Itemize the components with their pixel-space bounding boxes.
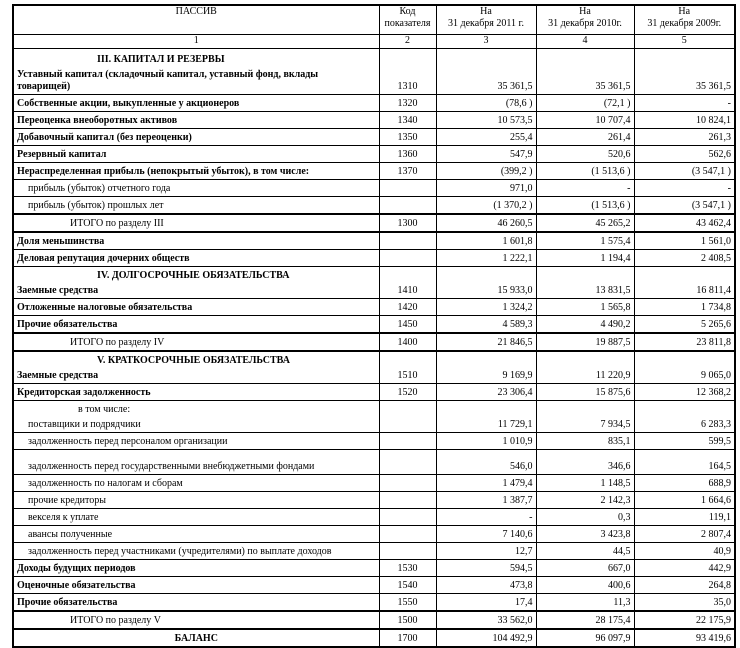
column-number: 5 [634, 35, 735, 49]
value-2009: 40,9 [634, 543, 735, 560]
row-label [13, 594, 379, 612]
table-row [13, 49, 735, 95]
value-2009: 1 561,0 [634, 232, 735, 250]
value-2009: (3 547,1 ) [634, 163, 735, 180]
value-2011: 1 387,7 [436, 492, 536, 509]
row-label [13, 197, 379, 215]
value-2009: 164,5 [634, 450, 735, 475]
section-title: III. КАПИТАЛ И РЕЗЕРВЫ [97, 54, 225, 65]
row-label [13, 250, 379, 267]
value-2010: 1 565,8 [536, 299, 634, 316]
value-2011: 10 573,5 [436, 112, 536, 129]
value-2011: (1 370,2 ) [436, 197, 536, 215]
value-2011: 33 562,0 [436, 611, 536, 629]
row-label [13, 299, 379, 316]
table-row [13, 267, 735, 299]
value-2009: - [634, 95, 735, 112]
row-label-text: Переоценка внеоборотных активов [17, 115, 178, 126]
table-row [13, 475, 735, 492]
row-label [13, 232, 379, 250]
header-code-line1: Код [399, 6, 416, 17]
row-code: 1410 [379, 267, 436, 299]
value-2011: 546,0 [436, 450, 536, 475]
row-label [13, 433, 379, 450]
row-code [379, 232, 436, 250]
row-label-text: векселя к уплате [28, 512, 99, 523]
value-2011: 1 324,2 [436, 299, 536, 316]
row-code [379, 250, 436, 267]
value-2011: (78,6 ) [436, 95, 536, 112]
row-label [13, 509, 379, 526]
table-row [13, 333, 735, 351]
row-label-text: поставщики и подрядчики [28, 419, 141, 430]
row-code [379, 401, 436, 433]
value-2010: 835,1 [536, 433, 634, 450]
row-code: 1420 [379, 299, 436, 316]
value-2010: 28 175,4 [536, 611, 634, 629]
value-2009: 599,5 [634, 433, 735, 450]
value-2010: 261,4 [536, 129, 634, 146]
row-label-text: Прочие обязательства [17, 597, 118, 608]
header-2010-line2: 31 декабря 2010г. [548, 18, 622, 29]
column-number-row [13, 35, 735, 49]
value-2009: 6 283,3 [634, 401, 735, 433]
value-2009: - [634, 180, 735, 197]
row-label-text: задолженность перед государственными внебюджетными фондами [28, 461, 315, 472]
value-2009: 35,0 [634, 594, 735, 612]
row-label [13, 129, 379, 146]
header-2011-line2: 31 декабря 2011 г. [448, 18, 524, 29]
row-code [379, 475, 436, 492]
column-number: 1 [13, 35, 379, 49]
row-label-text-cont: товарищей) [17, 81, 71, 92]
row-label [13, 492, 379, 509]
subgroup-caption: в том числе: [78, 404, 131, 415]
value-2011: (399,2 ) [436, 163, 536, 180]
row-code [379, 526, 436, 543]
value-2009: 1 664,6 [634, 492, 735, 509]
value-2009: 5 265,6 [634, 316, 735, 334]
row-label [13, 214, 379, 232]
value-2010: 1 194,4 [536, 250, 634, 267]
row-code [379, 509, 436, 526]
value-2010: 11 220,9 [536, 351, 634, 384]
table-row [13, 316, 735, 334]
row-label-text: задолженность перед участниками (учредителями) по выплате доходов [28, 546, 332, 557]
value-2010: 346,6 [536, 450, 634, 475]
table-row [13, 543, 735, 560]
table-row [13, 611, 735, 629]
row-code: 1700 [379, 629, 436, 647]
row-code: 1360 [379, 146, 436, 163]
row-label-text: Заемные средства [17, 370, 99, 381]
value-2009: 22 175,9 [634, 611, 735, 629]
row-label [13, 146, 379, 163]
value-2010: 19 887,5 [536, 333, 634, 351]
table-row [13, 594, 735, 612]
row-label-text: Оценочные обязательства [17, 580, 136, 591]
row-code [379, 492, 436, 509]
value-2011: 35 361,5 [436, 49, 536, 95]
value-2009: 9 065,0 [634, 351, 735, 384]
row-code: 1370 [379, 163, 436, 180]
value-2011: 547,9 [436, 146, 536, 163]
row-label [13, 180, 379, 197]
table-row [13, 197, 735, 215]
value-2011: 21 846,5 [436, 333, 536, 351]
value-2009: 688,9 [634, 475, 735, 492]
row-label-text: Доля меньшинства [17, 236, 105, 247]
value-2009: 23 811,8 [634, 333, 735, 351]
header-2010-line1: На [579, 6, 591, 17]
row-label-text: ИТОГО по разделу III [70, 218, 164, 229]
header-2009-line2: 31 декабря 2009г. [647, 18, 722, 29]
row-label-text: ИТОГО по разделу V [70, 615, 161, 626]
value-2009: (3 547,1 ) [634, 197, 735, 215]
table-row [13, 509, 735, 526]
section-title: V. КРАТКОСРОЧНЫЕ ОБЯЗАТЕЛЬСТВА [97, 355, 290, 366]
value-2009: 2 807,4 [634, 526, 735, 543]
value-2010: 400,6 [536, 577, 634, 594]
value-2009: 442,9 [634, 560, 735, 577]
table-row [13, 526, 735, 543]
value-2010: 10 707,4 [536, 112, 634, 129]
table-row [13, 146, 735, 163]
value-2010: 667,0 [536, 560, 634, 577]
value-2011: 1 010,9 [436, 433, 536, 450]
table-row [13, 560, 735, 577]
value-2009: 43 462,4 [634, 214, 735, 232]
table-row [13, 351, 735, 384]
row-code: 1310 [379, 49, 436, 95]
value-2009: 12 368,2 [634, 384, 735, 401]
value-2010: (1 513,6 ) [536, 163, 634, 180]
value-2009: 2 408,5 [634, 250, 735, 267]
row-label-text: Уставный капитал (складочный капитал, уставный фонд, вклады [17, 69, 319, 80]
value-2010: 7 934,5 [536, 401, 634, 433]
row-code [379, 543, 436, 560]
value-2011: 15 933,0 [436, 267, 536, 299]
value-2011: 11 729,1 [436, 401, 536, 433]
value-2011: 255,4 [436, 129, 536, 146]
table-row [13, 214, 735, 232]
row-label [13, 526, 379, 543]
value-2010: 3 423,8 [536, 526, 634, 543]
value-2011: 17,4 [436, 594, 536, 612]
value-2009: 119,1 [634, 509, 735, 526]
row-label-text: Деловая репутация дочерних обществ [17, 253, 190, 264]
row-label [13, 351, 379, 384]
row-label [13, 577, 379, 594]
row-label [13, 267, 379, 299]
value-2011: 4 589,3 [436, 316, 536, 334]
row-label-text: Кредиторская задолженность [17, 387, 151, 398]
value-2011: 1 479,4 [436, 475, 536, 492]
value-2011: 1 222,1 [436, 250, 536, 267]
row-code [379, 433, 436, 450]
row-label [13, 543, 379, 560]
header-2010 [536, 5, 634, 35]
value-2010: 96 097,9 [536, 629, 634, 647]
value-2010: - [536, 180, 634, 197]
row-code: 1300 [379, 214, 436, 232]
row-code: 1540 [379, 577, 436, 594]
value-2010: 35 361,5 [536, 49, 634, 95]
row-label-text: Резервный капитал [17, 149, 107, 160]
row-label [13, 629, 379, 647]
table-row [13, 180, 735, 197]
row-label-text: Нераспределенная прибыль (непокрытый убыток), в том числе: [17, 166, 310, 177]
value-2010: 11,3 [536, 594, 634, 612]
value-2011: 12,7 [436, 543, 536, 560]
table-row [13, 232, 735, 250]
header-liabilities: ПАССИВ [13, 5, 379, 35]
value-2011: 46 260,5 [436, 214, 536, 232]
table-row [13, 384, 735, 401]
row-label-text: Собственные акции, выкупленные у акционеров [17, 98, 240, 109]
table-row [13, 433, 735, 450]
value-2010: (72,1 ) [536, 95, 634, 112]
row-code: 1530 [379, 560, 436, 577]
value-2009: 16 811,4 [634, 267, 735, 299]
value-2011: 23 306,4 [436, 384, 536, 401]
value-2010: 15 875,6 [536, 384, 634, 401]
row-label-text: БАЛАНС [174, 633, 218, 644]
row-label [13, 401, 379, 433]
column-number: 2 [379, 35, 436, 49]
value-2009: 562,6 [634, 146, 735, 163]
row-code: 1450 [379, 316, 436, 334]
value-2011: 7 140,6 [436, 526, 536, 543]
value-2009: 264,8 [634, 577, 735, 594]
table-row [13, 492, 735, 509]
row-label-text: Отложенные налоговые обязательства [17, 302, 193, 313]
table-row [13, 629, 735, 647]
table-row [13, 401, 735, 433]
value-2011: 971,0 [436, 180, 536, 197]
row-label [13, 475, 379, 492]
header-2009 [634, 5, 735, 35]
table-row [13, 163, 735, 180]
value-2011: 9 169,9 [436, 351, 536, 384]
value-2011: 473,8 [436, 577, 536, 594]
header-row [13, 5, 735, 35]
row-label-text: ИТОГО по разделу IV [70, 337, 165, 348]
table-row [13, 250, 735, 267]
value-2010: 44,5 [536, 543, 634, 560]
header-code [379, 5, 436, 35]
table-row [13, 95, 735, 112]
row-label [13, 49, 379, 95]
value-2009: 10 824,1 [634, 112, 735, 129]
value-2010: 1 148,5 [536, 475, 634, 492]
value-2011: 594,5 [436, 560, 536, 577]
value-2010: (1 513,6 ) [536, 197, 634, 215]
row-label [13, 560, 379, 577]
table-row [13, 450, 735, 475]
table-row [13, 129, 735, 146]
row-label-text: Заемные средства [17, 285, 99, 296]
value-2009: 35 361,5 [634, 49, 735, 95]
row-code: 1340 [379, 112, 436, 129]
balance-sheet-liabilities-table [12, 4, 736, 648]
table-row [13, 577, 735, 594]
row-code: 1500 [379, 611, 436, 629]
row-code: 1550 [379, 594, 436, 612]
value-2011: 1 601,8 [436, 232, 536, 250]
row-code [379, 197, 436, 215]
row-code: 1350 [379, 129, 436, 146]
value-2010: 13 831,5 [536, 267, 634, 299]
row-code: 1320 [379, 95, 436, 112]
row-label-text: прибыль (убыток) отчетного года [28, 183, 171, 194]
column-number: 4 [536, 35, 634, 49]
value-2010: 2 142,3 [536, 492, 634, 509]
row-label-text: задолженность перед персоналом организации [28, 436, 228, 447]
row-label-text: авансы полученные [28, 529, 113, 540]
row-label [13, 611, 379, 629]
row-label-text: задолженность по налогам и сборам [28, 478, 183, 489]
header-2011-line1: На [480, 6, 492, 17]
value-2009: 1 734,8 [634, 299, 735, 316]
column-number: 3 [436, 35, 536, 49]
value-2009: 93 419,6 [634, 629, 735, 647]
value-2010: 1 575,4 [536, 232, 634, 250]
header-2009-line1: На [678, 6, 691, 17]
row-label [13, 450, 379, 475]
row-label-text: Добавочный капитал (без переоценки) [17, 132, 192, 143]
row-label-text: Прочие обязательства [17, 319, 118, 330]
row-code: 1510 [379, 351, 436, 384]
row-code [379, 450, 436, 475]
value-2010: 0,3 [536, 509, 634, 526]
row-label [13, 316, 379, 334]
row-label [13, 95, 379, 112]
row-label-text: прибыль (убыток) прошлых лет [28, 200, 164, 211]
value-2010: 520,6 [536, 146, 634, 163]
row-label-text: прочие кредиторы [28, 495, 106, 506]
table-row [13, 112, 735, 129]
value-2010: 4 490,2 [536, 316, 634, 334]
row-label-text: Доходы будущих периодов [17, 563, 136, 574]
row-label [13, 384, 379, 401]
row-label [13, 333, 379, 351]
value-2011: - [436, 509, 536, 526]
table-row [13, 299, 735, 316]
row-code [379, 180, 436, 197]
value-2011: 104 492,9 [436, 629, 536, 647]
row-code: 1400 [379, 333, 436, 351]
row-label [13, 112, 379, 129]
row-label [13, 163, 379, 180]
section-title: IV. ДОЛГОСРОЧНЫЕ ОБЯЗАТЕЛЬСТВА [97, 270, 290, 281]
header-code-line2: показателя [384, 18, 431, 29]
value-2009: 261,3 [634, 129, 735, 146]
value-2010: 45 265,2 [536, 214, 634, 232]
row-code: 1520 [379, 384, 436, 401]
header-2011 [436, 5, 536, 35]
